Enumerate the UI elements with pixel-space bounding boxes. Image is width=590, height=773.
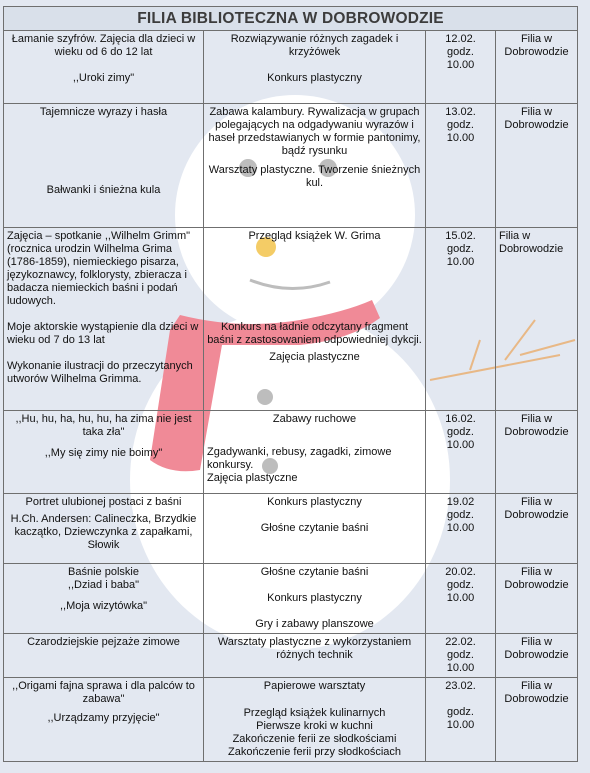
topic-cell: Tajemnicze wyrazy i hasła Bałwanki i śnieżna kula xyxy=(4,104,204,228)
table-row xyxy=(4,634,578,678)
place-cell: Filia w Dobrowodzie xyxy=(496,411,578,494)
table-row xyxy=(4,228,578,411)
table-row xyxy=(4,494,578,564)
table-row xyxy=(4,411,578,494)
table-row xyxy=(4,31,578,104)
date-cell: 19.02 godz. 10.00 xyxy=(426,494,496,564)
schedule-table xyxy=(3,6,578,762)
topic-cell: Łamanie szyfrów. Zajęcia dla dzieci w wieku od 6 do 12 lat ,,Uroki zimy" xyxy=(4,31,204,104)
date-cell: 12.02. godz. 10.00 xyxy=(426,31,496,104)
table-row xyxy=(4,678,578,762)
topic-cell: Zajęcia – spotkanie ,,Wilhelm Grimm" (rocznica urodzin Wilhelma Grima (1786-1859), niemieckiego pisarza, językoznawcy, folklorysty, zbieracza i badacza niemieckich baśni i podań ludowych. Moje aktorskie wystąpienie dla dzieci w wieku od 7 do 13 lat Wykonanie ilustracji do przeczytanych utworów Wilhelma Grimma. xyxy=(4,228,204,411)
date-cell: 16.02. godz. 10.00 xyxy=(426,411,496,494)
place-cell: Filia w Dobrowodzie xyxy=(496,678,578,762)
activity-cell: Konkurs plastyczny Głośne czytanie baśni xyxy=(204,494,426,564)
activity-cell: Głośne czytanie baśni Konkurs plastyczny Gry i zabawy planszowe xyxy=(204,564,426,634)
topic-cell: Baśnie polskie ,,Dziad i baba" ,,Moja wizytówka" xyxy=(4,564,204,634)
place-cell: Filia w Dobrowodzie xyxy=(496,634,578,678)
topic-cell: Czarodziejskie pejzaże zimowe xyxy=(4,634,204,678)
topic-cell: Portret ulubionej postaci z baśni H.Ch. Andersen: Calineczka, Brzydkie kaczątko, Dziewczynka z zapałkami, Słowik xyxy=(4,494,204,564)
table-row xyxy=(4,104,578,228)
topic-cell: ,,Hu, hu, ha, hu, hu, ha zima nie jest taka zła" ,,My się zimy nie boimy" xyxy=(4,411,204,494)
table-title: FILIA BIBLIOTECZNA W DOBROWODZIE xyxy=(4,7,578,31)
activity-cell: Rozwiązywanie różnych zagadek i krzyżówek Konkurs plastyczny xyxy=(204,31,426,104)
date-cell: 22.02. godz. 10.00 xyxy=(426,634,496,678)
activity-cell: Zabawa kalambury. Rywalizacja w grupach polegających na odgadywaniu wyrazów i haseł przedstawianych w formie pantonimy, bądź rysunku Warsztaty plastyczne. Tworzenie śnieżnych kul. xyxy=(204,104,426,228)
place-cell: Filia w Dobrowodzie xyxy=(496,104,578,228)
activity-cell: Zabawy ruchowe Zgadywanki, rebusy, zagadki, zimowe konkursy. Zajęcia plastyczne xyxy=(204,411,426,494)
activity-cell: Przegląd książek W. Grima Konkurs na ładnie odczytany fragment baśni z zastosowaniem odpowiedniej dykcji. Zajęcia plastyczne xyxy=(204,228,426,411)
date-cell: 13.02. godz. 10.00 xyxy=(426,104,496,228)
topic-cell: ,,Origami fajna sprawa i dla palców to zabawa" ,,Urządzamy przyjęcie" xyxy=(4,678,204,762)
date-cell: 20.02. godz. 10.00 xyxy=(426,564,496,634)
place-cell: Filia w Dobrowodzie xyxy=(496,31,578,104)
place-cell: Filia w Dobrowodzie xyxy=(496,228,578,411)
date-cell: 15.02. godz. 10.00 xyxy=(426,228,496,411)
place-cell: Filia w Dobrowodzie xyxy=(496,494,578,564)
date-cell: 23.02. godz. 10.00 xyxy=(426,678,496,762)
activity-cell: Papierowe warsztaty Przegląd książek kulinarnych Pierwsze kroki w kuchni Zakończenie ferii ze słodkościami Zakończenie ferii przy słodkościach xyxy=(204,678,426,762)
place-cell: Filia w Dobrowodzie xyxy=(496,564,578,634)
activity-cell: Warsztaty plastyczne z wykorzystaniem różnych technik xyxy=(204,634,426,678)
table-row xyxy=(4,564,578,634)
